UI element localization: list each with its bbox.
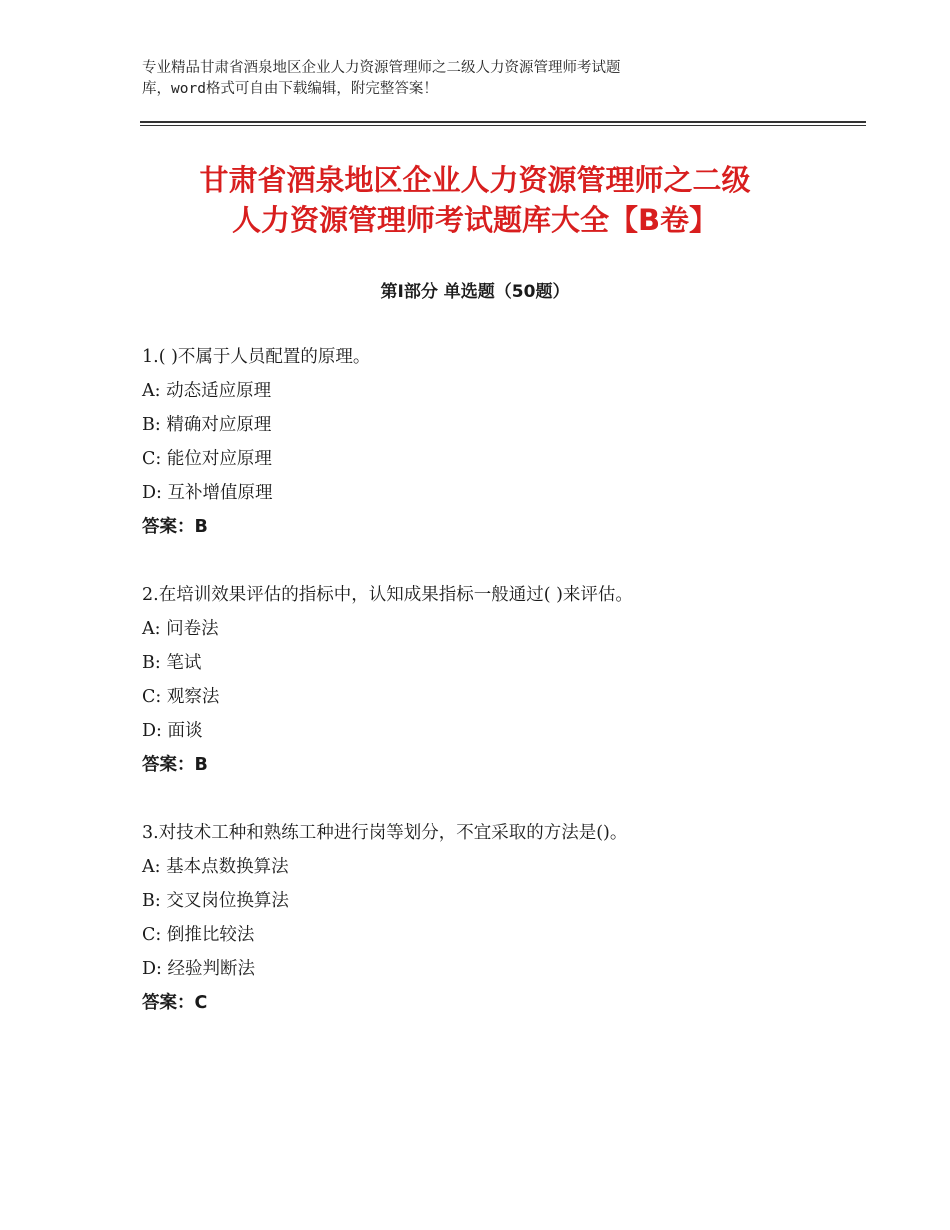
section-title: 第Ⅰ部分 单选题（50题） xyxy=(380,282,570,302)
document-title-line-1: 甘肃省酒泉地区企业人力资源管理师之二级 xyxy=(199,163,751,197)
option-c: C: 倒推比较法 xyxy=(142,925,255,945)
question-stem: 2.在培训效果评估的指标中，认知成果指标一般通过( )来评估。 xyxy=(142,585,633,605)
option-b: B: 笔试 xyxy=(142,653,202,673)
document-title xyxy=(100,160,850,240)
option-b: B: 交叉岗位换算法 xyxy=(142,891,289,911)
header-note-line-2: 库，word格式可自由下载编辑，附完整答案！ xyxy=(142,81,438,97)
answer-label: 答案：B xyxy=(142,517,208,537)
question-list xyxy=(142,346,862,1060)
document-title-line-2: 人力资源管理师考试题库大全【B卷】 xyxy=(231,203,719,237)
option-c: C: 能位对应原理 xyxy=(142,449,272,469)
option-d: D: 面谈 xyxy=(142,721,203,741)
option-c: C: 观察法 xyxy=(142,687,220,707)
header-divider-thick xyxy=(140,121,866,123)
header-divider-thin xyxy=(140,125,866,126)
answer-label: 答案：B xyxy=(142,755,208,775)
option-a: A: 动态适应原理 xyxy=(142,381,272,401)
header-note xyxy=(142,58,782,100)
question-stem: 1.( )不属于人员配置的原理。 xyxy=(142,347,371,367)
option-d: D: 经验判断法 xyxy=(142,959,255,979)
answer-label: 答案：C xyxy=(142,993,208,1013)
option-a: A: 问卷法 xyxy=(142,619,219,639)
header-note-line-1: 专业精品甘肃省酒泉地区企业人力资源管理师之二级人力资源管理师考试题 xyxy=(142,60,621,76)
option-a: A: 基本点数换算法 xyxy=(142,857,289,877)
option-b: B: 精确对应原理 xyxy=(142,415,272,435)
question-stem: 3.对技术工种和熟练工种进行岗等划分，不宜采取的方法是()。 xyxy=(142,823,628,843)
option-d: D: 互补增值原理 xyxy=(142,483,273,503)
question-3 xyxy=(142,822,862,1026)
question-2 xyxy=(142,584,862,788)
question-1 xyxy=(142,346,862,550)
